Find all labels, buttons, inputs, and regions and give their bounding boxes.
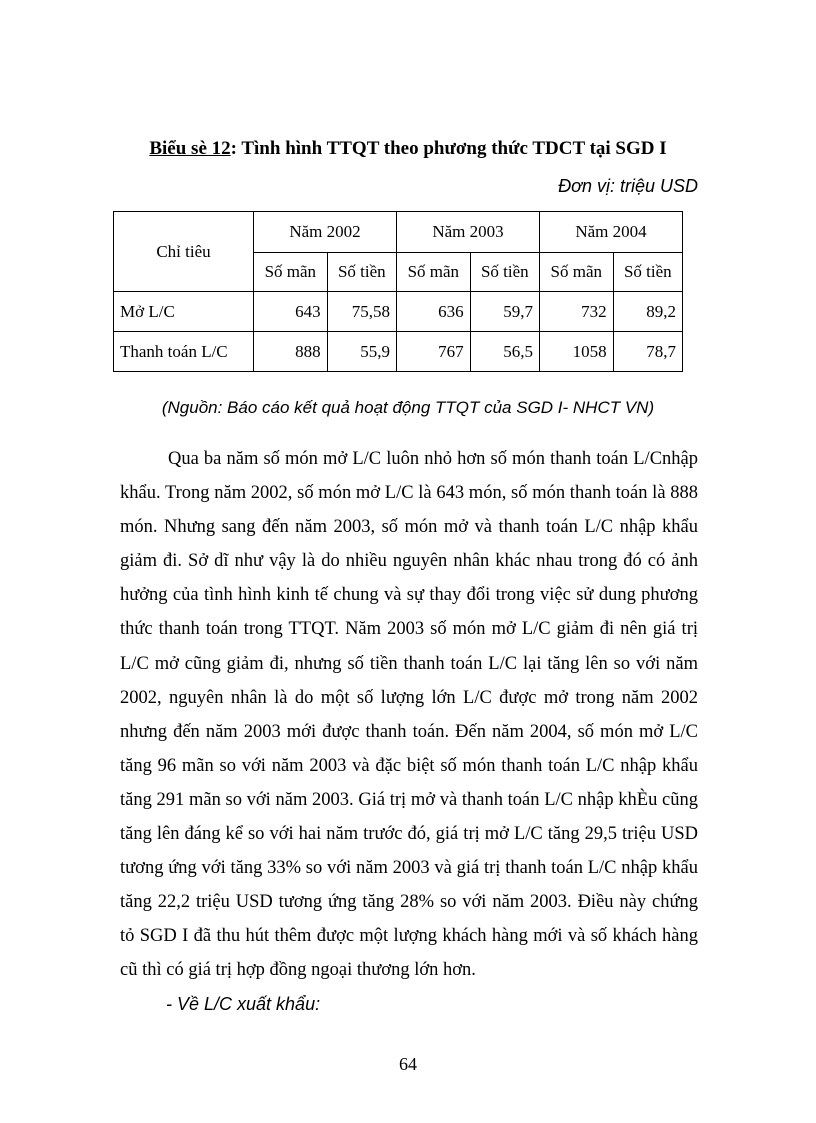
sub-header: Số mãn [396,253,470,292]
table-cell: 56,5 [470,332,539,372]
table-cell: 89,2 [613,292,682,332]
table-title-text: : Tình hình TTQT theo phương thức TDCT tại SGD I [230,138,667,159]
table-cell: 636 [396,292,470,332]
sub-header: Số tiền [470,253,539,292]
table-cell: 643 [254,292,328,332]
body-paragraph-block [120,442,698,988]
sub-header: Số mãn [539,253,613,292]
section-bullet: - Về L/C xuất khẩu: [166,994,321,1014]
source-note: (Nguồn: Báo cáo kết quả hoạt động TTQT của SGD I- NHCT VN) [161,398,655,417]
table-cell: 767 [396,332,470,372]
table-cell: 59,7 [470,292,539,332]
table-cell: 55,9 [327,332,396,372]
page-number: 64 [399,1054,417,1074]
table-title-label: Biểu sè 12 [149,138,231,159]
table-row [114,292,683,332]
sub-header: Số tiền [613,253,682,292]
table-cell: 75,58 [327,292,396,332]
year-header: Năm 2004 [539,212,682,253]
sub-header: Số mãn [254,253,328,292]
table-cell: 78,7 [613,332,682,372]
table-title [0,138,816,160]
table-cell: 1058 [539,332,613,372]
body-paragraph: Qua ba năm số món mở L/C luôn nhỏ hơn số món thanh toán L/Cnhập khẩu. Trong năm 2002, số món mở L/C là 643 món, số món thanh toán là 888 món. Nhưng sang đến năm 2003, số món mở và thanh toán L/C nhập khẩu giảm đi. Sở dĩ như vậy là do nhiều nguyên nhân khác nhau trong đó có ảnh hưởng của tình hình kinh tế chung và sự thay đổi trong việc sử dung phương thức thanh toán trong TTQT. Năm 2003 số món mở L/C giảm đi nên giá trị L/C mở cũng giảm đi, nhưng số tiền thanh toán L/C lại tăng lên so với năm 2002, nguyên nhân là do một số lượng lớn L/C được mở trong năm 2002 nhưng đến năm 2003 mới được thanh toán. Đến năm 2004, số món mở L/C tăng 96 mãn so với năm 2003 và đặc biệt số món thanh toán L/C nhập khẩu tăng 291 mãn so với năm 2003. Giá trị mở và thanh toán L/C nhập khÈu cũng tăng lên đáng kể so với hai năm trước đó, giá trị mở L/C tăng 29,5 triệu USD tương ứng với tăng 33% so với năm 2003 và giá trị thanh toán L/C nhập khẩu tăng 22,2 triệu USD tương ứng tăng 28% so với năm 2003. Điều này chứng tỏ SGD I đã thu hút thêm được một lượng khách hàng mới và số khách hàng cũ thì có giá trị hợp đồng ngoại thương lớn hơn. [120,449,698,981]
table-cell: 888 [254,332,328,372]
year-header: Năm 2002 [254,212,397,253]
data-table [113,211,683,372]
row-label: Thanh toán L/C [114,332,254,372]
table-row [114,332,683,372]
table-cell: 732 [539,292,613,332]
unit-note: Đơn vị: triệu USD [558,176,698,196]
row-label: Mở L/C [114,292,254,332]
sub-header: Số tiền [327,253,396,292]
year-header: Năm 2003 [396,212,539,253]
corner-header: Chỉ tiêu [114,212,254,292]
